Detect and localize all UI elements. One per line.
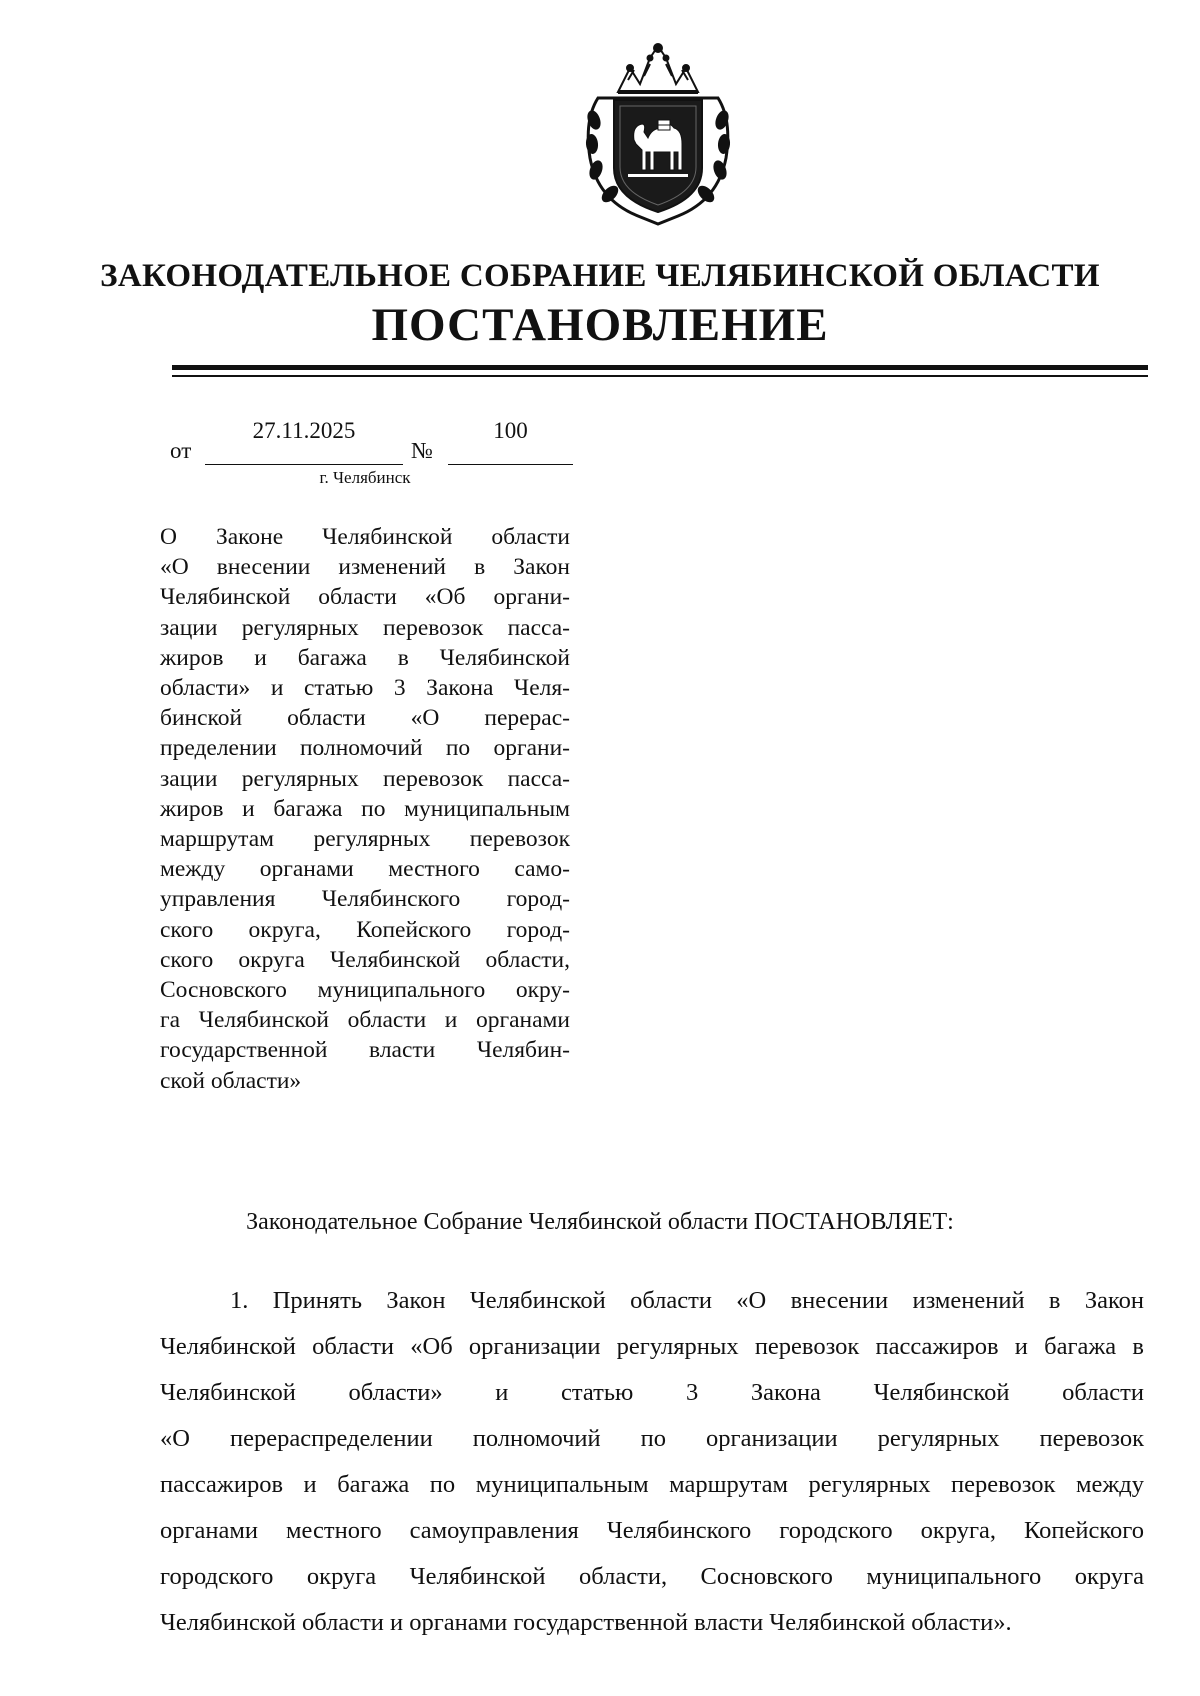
paragraph-line: Челябинской области «Об организации регулярных перевозок пассажиров и багажа в xyxy=(160,1333,1144,1360)
subject-line: пределении полномочий по органи- xyxy=(160,735,570,762)
header-divider-thick xyxy=(172,365,1148,370)
subject-line: государственной власти Челябин- xyxy=(160,1037,570,1064)
subject-line: управления Челябинского город- xyxy=(160,886,570,913)
subject-line: «О внесении изменений в Закон xyxy=(160,554,570,581)
header-divider-thin xyxy=(172,375,1148,377)
paragraph-line: 1. Принять Закон Челябинской области «О внесении изменений в Закон xyxy=(230,1287,1144,1314)
subject-line: области» и статью 3 Закона Челя- xyxy=(160,675,570,702)
number-label: № xyxy=(411,438,433,463)
paragraph-line: Челябинской области» и статью 3 Закона Челябинской области xyxy=(160,1379,1144,1406)
document-number: 100 xyxy=(493,418,528,443)
paragraph-line: органами местного самоуправления Челябинского городского округа, Копейского xyxy=(160,1517,1144,1544)
document-type-title: ПОСТАНОВЛЕНИЕ xyxy=(371,299,829,351)
subject-line: зации регулярных перевозок пасса- xyxy=(160,614,570,641)
paragraph-line: «О перераспределении полномочий по организации регулярных перевозок xyxy=(160,1425,1144,1452)
subject-line: Челябинской области «Об органи- xyxy=(160,584,570,611)
subject-line: бинской области «О перерас- xyxy=(160,705,570,732)
date-from-label: от xyxy=(170,438,192,463)
subject-line: между органами местного само- xyxy=(160,856,570,883)
subject-line: маршрутам регулярных перевозок xyxy=(160,826,570,853)
subject-line: ской области» xyxy=(160,1067,302,1094)
paragraph-line: пассажиров и багажа по муниципальным маршрутам регулярных перевозок между xyxy=(160,1471,1144,1498)
subject-line: зации регулярных перевозок пасса- xyxy=(160,765,570,792)
coat-of-arms-icon xyxy=(578,40,738,226)
issue-city: г. Челябинск xyxy=(319,468,411,487)
subject-line: га Челябинской области и органами xyxy=(160,1007,570,1034)
subject-line: ского округа, Копейского город- xyxy=(160,916,570,943)
resolution-heading: Законодательное Собрание Челябинской области ПОСТАНОВЛЯЕТ: xyxy=(246,1209,954,1235)
organization-title: ЗАКОНОДАТЕЛЬНОЕ СОБРАНИЕ ЧЕЛЯБИНСКОЙ ОБЛАСТИ xyxy=(100,258,1100,294)
subject-line: жиров и багажа в Челябинской xyxy=(160,644,570,671)
document-date: 27.11.2025 xyxy=(252,418,356,443)
date-underline xyxy=(205,464,403,465)
subject-line: Сосновского муниципального окру- xyxy=(160,977,570,1004)
document-subject xyxy=(160,522,570,1096)
paragraph-line: Челябинской области и органами государственной власти Челябинской области». xyxy=(160,1609,1012,1636)
paragraph-1 xyxy=(160,1278,1144,1646)
number-underline xyxy=(448,464,573,465)
paragraph-line: городского округа Челябинской области, Сосновского муниципального округа xyxy=(160,1563,1144,1590)
subject-line: ского округа Челябинской области, xyxy=(160,946,570,973)
subject-line: жиров и багажа по муниципальным xyxy=(160,795,570,822)
subject-line: О Законе Челябинской области xyxy=(160,524,570,550)
